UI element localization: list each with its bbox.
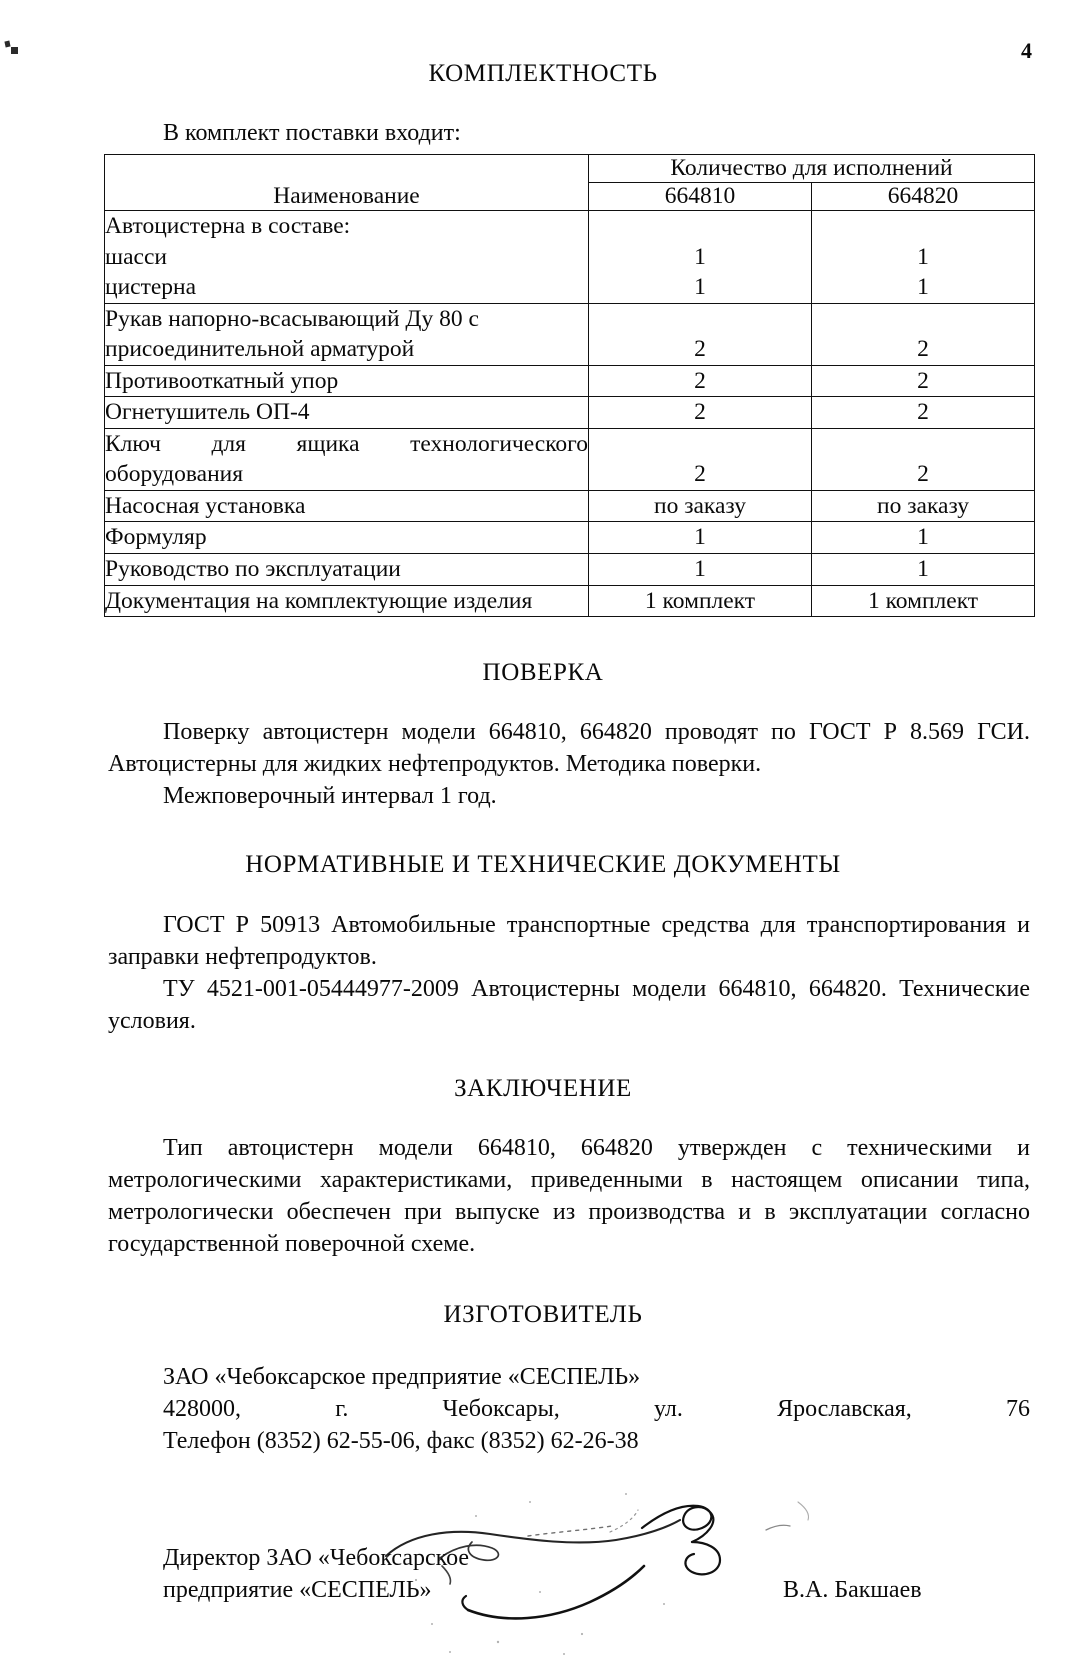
cell-text-line: Насосная установка [105, 492, 306, 519]
cell-item-name [105, 522, 589, 554]
cell-qty-664820 [812, 365, 1035, 397]
cell-text-line: Формуляр [105, 524, 207, 551]
cell-qty-664810 [589, 428, 812, 490]
cell-qty-664820 [812, 490, 1035, 522]
cell-text-line: 1 [694, 556, 706, 583]
kit-lead-text: В комплект поставки входит: [163, 120, 461, 146]
cell-qty-664820 [812, 522, 1035, 554]
heading-kit: КОМПЛЕКТНОСТЬ [428, 60, 658, 87]
table-header-row [105, 155, 1035, 183]
cell-text-line: оборудования [105, 461, 244, 488]
cell-item-name [105, 211, 589, 304]
cell-text-line: по заказу [654, 492, 746, 519]
cell-qty-664820 [812, 428, 1035, 490]
cell-item-name [105, 397, 589, 429]
conclusion-paragraph: Тип автоцистерн модели 664810, 664820 утвержден с техническими и метрологическими характеристиками, приведенными в настоящем описании типа, метрологически обеспечен при выпуске из производства и в эксплуатации согласно государственной поверочной схеме. [108, 1135, 1030, 1258]
signer-title [163, 1542, 783, 1606]
table-row [105, 522, 1035, 554]
col-header-model-664810: 664810 [589, 183, 812, 211]
table-row [105, 211, 1035, 304]
cell-qty-664810 [589, 585, 812, 617]
cell-text-line: Рукав напорно-всасывающий Ду 80 с [105, 305, 479, 332]
cell-item-name [105, 428, 589, 490]
cell-text-line [812, 429, 1034, 460]
signature-area [0, 1542, 1086, 1606]
cell-text-line: 1 [917, 556, 929, 583]
cell-text-line: 2 [694, 367, 706, 394]
table-row [105, 554, 1035, 586]
heading-conclusion: ЗАКЛЮЧЕНИЕ [454, 1075, 632, 1103]
cell-text-line: шасси [105, 243, 167, 270]
heading-documents: НОРМАТИВНЫЕ И ТЕХНИЧЕСКИЕ ДОКУМЕНТЫ [245, 850, 841, 878]
cell-item-name [105, 490, 589, 522]
cell-text-line: 2 [917, 336, 929, 363]
kit-table-body [105, 211, 1035, 617]
cell-text-line [812, 211, 1034, 242]
kit-table-wrapper [0, 154, 1086, 617]
cell-text-line [589, 211, 811, 242]
cell-text-line: 1 [694, 524, 706, 551]
kit-table-head [105, 155, 1035, 211]
table-row [105, 397, 1035, 429]
col-header-quantity-group: Количество для исполнений [589, 155, 1035, 183]
cell-text-line: Автоцистерна в составе: [105, 213, 351, 239]
cell-text-line [589, 429, 811, 460]
verification-paragraph-2: Межповерочный интервал 1 год. [163, 782, 497, 809]
cell-text-line: Ключ для ящика технологического [105, 430, 588, 457]
cell-text-line: 1 [917, 243, 929, 270]
cell-text-line: 2 [694, 461, 706, 488]
signature-row [163, 1542, 1030, 1606]
cell-text-line [589, 304, 811, 335]
cell-qty-664820 [812, 585, 1035, 617]
cell-text-line: Документация на комплектующие изделия [105, 587, 533, 614]
cell-qty-664810 [589, 303, 812, 365]
cell-qty-664810 [589, 490, 812, 522]
cell-text-line: 1 [694, 274, 706, 301]
cell-text-line: 1 [694, 243, 706, 270]
cell-text-line: 1 комплект [644, 587, 756, 614]
signer-title-line-2: предприятие «СЕСПЕЛЬ» [163, 1576, 432, 1603]
cell-item-name [105, 365, 589, 397]
cell-text-line: цистерна [105, 274, 197, 301]
cell-text-line: Руководство по эксплуатации [105, 556, 401, 583]
cell-qty-664820 [812, 303, 1035, 365]
cell-item-name [105, 554, 589, 586]
cell-text-line: Огнетушитель ОП-4 [105, 399, 310, 426]
cell-text-line: 1 комплект [867, 587, 979, 614]
cell-qty-664820 [812, 211, 1035, 304]
manufacturer-address: 428000, г. Чебоксары, ул. Ярославская, 76 [163, 1396, 1030, 1423]
manufacturer-phone: Телефон (8352) 62-55-06, факс (8352) 62-26-38 [163, 1428, 639, 1455]
documents-paragraph-2: ТУ 4521-001-05444977-2009 Автоцистерны модели 664810, 664820. Технические условия. [108, 975, 1030, 1034]
cell-text-line: 2 [694, 336, 706, 363]
table-row [105, 490, 1035, 522]
table-row [105, 303, 1035, 365]
cell-qty-664810 [589, 397, 812, 429]
table-row [105, 365, 1035, 397]
cell-qty-664810 [589, 554, 812, 586]
cell-qty-664810 [589, 365, 812, 397]
cell-qty-664810 [589, 522, 812, 554]
col-header-model-664820: 664820 [812, 183, 1035, 211]
cell-text-line: 2 [917, 399, 929, 426]
cell-qty-664820 [812, 397, 1035, 429]
cell-item-name [105, 585, 589, 617]
cell-text-line: присоединительной арматурой [105, 336, 415, 363]
cell-text-line [812, 304, 1034, 335]
cell-text-line: 1 [917, 524, 929, 551]
cell-text-line: 2 [917, 461, 929, 488]
table-row [105, 585, 1035, 617]
heading-verification: ПОВЕРКА [482, 659, 604, 687]
cell-qty-664820 [812, 554, 1035, 586]
verification-paragraph-1: Поверку автоцистерн модели 664810, 664820 проводят по ГОСТ Р 8.569 ГСИ. Автоцистерны для жидких нефтепродуктов. Методика поверки. [108, 719, 1030, 778]
heading-manufacturer: ИЗГОТОВИТЕЛЬ [443, 1301, 643, 1329]
signer-name: В.А. Бакшаев [783, 1576, 922, 1603]
manufacturer-block [0, 1361, 1086, 1457]
cell-text-line: 1 [917, 274, 929, 301]
signer-title-line-1: Директор ЗАО «Чебоксарское [163, 1544, 470, 1571]
page-number: 4 [1021, 38, 1032, 63]
documents-paragraph-1: ГОСТ Р 50913 Автомобильные транспортные средства для транспортирования и заправки нефтепродуктов. [108, 911, 1030, 970]
cell-qty-664810 [589, 211, 812, 304]
table-row [105, 428, 1035, 490]
cell-item-name [105, 303, 589, 365]
cell-text-line: по заказу [877, 492, 969, 519]
col-header-name: Наименование [105, 155, 589, 211]
manufacturer-company: ЗАО «Чебоксарское предприятие «СЕСПЕЛЬ» [163, 1364, 641, 1391]
cell-text-line: 2 [917, 367, 929, 394]
cell-text-line: Противооткатный упор [105, 367, 339, 394]
cell-text-line: 2 [694, 399, 706, 426]
kit-table [104, 154, 1035, 617]
